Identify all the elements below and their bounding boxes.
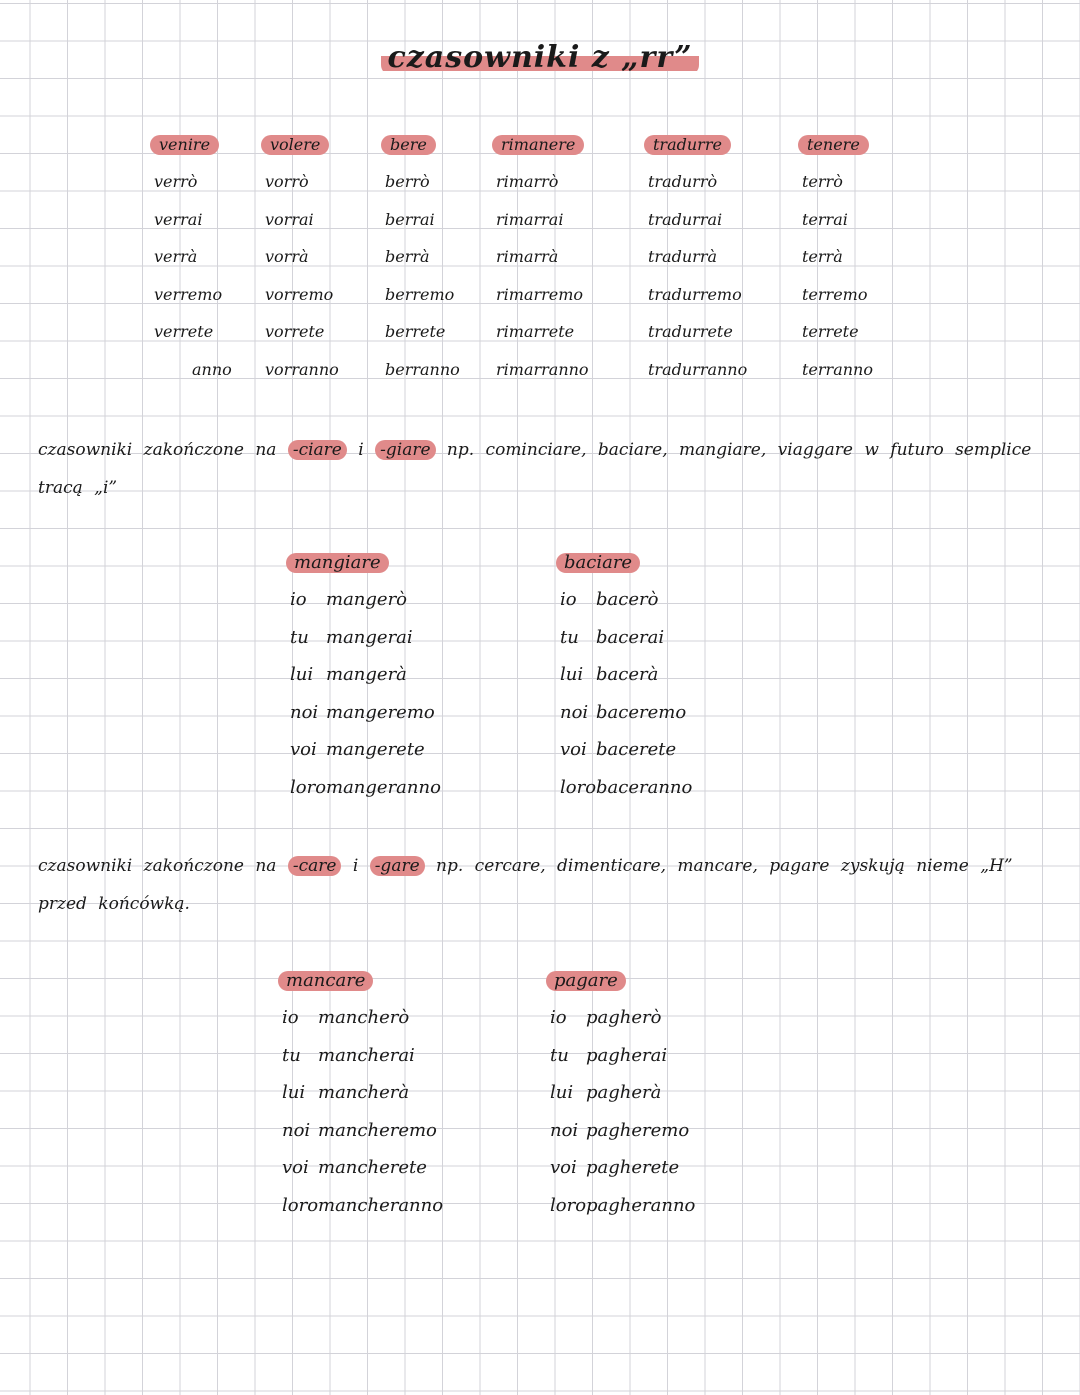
verb-form: baceranno <box>596 776 693 798</box>
verb-form: verremo <box>154 284 223 304</box>
conjugation-row <box>560 581 800 619</box>
verb-form: mancherai <box>318 1044 415 1066</box>
ending-tag: -giare <box>375 440 435 460</box>
rule-text: czasowniki zakończone na <box>38 440 277 460</box>
verb-form: rimarrò <box>496 172 559 191</box>
verb-form: mangeremo <box>326 701 435 723</box>
verb-form: tradurrà <box>648 247 717 266</box>
verb-form: mancherò <box>318 1007 410 1028</box>
verb-form: tradurrai <box>648 209 723 229</box>
conjugation-row <box>550 999 790 1037</box>
conjugation-mangiare <box>290 552 530 806</box>
verb-form: berremo <box>385 284 455 304</box>
conjugation-pagare <box>550 970 790 1224</box>
verb-form: mangeranno <box>326 776 441 798</box>
verb-form: pagheremo <box>586 1119 690 1141</box>
verb-form: mancheremo <box>318 1119 437 1141</box>
verb-form: terrai <box>802 209 848 229</box>
conjugation-row <box>282 1037 522 1075</box>
verb-column-tenere <box>802 135 952 388</box>
verb-form: rimarranno <box>496 359 589 379</box>
rule-ciare-giare <box>38 432 1058 507</box>
conjugation-row <box>282 1112 522 1150</box>
verb-form: berrò <box>385 172 430 191</box>
rule-care-gare <box>38 848 1058 923</box>
verb-form: terrete <box>802 322 859 341</box>
rule-text: np. cominciare, baciare, mangiare, viaggare w futuro semplice tracą „i” <box>38 440 1032 498</box>
verb-form: tradurrò <box>648 172 718 191</box>
verb-form: berrà <box>385 247 430 266</box>
conjugation-row <box>560 619 800 657</box>
conjugation-row <box>560 656 800 694</box>
conjugation-row <box>550 1074 790 1112</box>
pronoun: voi <box>550 1157 577 1178</box>
verb-form: vorremo <box>265 284 334 304</box>
verb-form: rimarrai <box>496 209 564 229</box>
pronoun: tu <box>550 1044 569 1066</box>
rule-text: i <box>352 856 359 876</box>
pronoun: loro <box>560 776 597 798</box>
conjugation-row <box>550 1187 790 1225</box>
ending-tag: -ciare <box>288 440 347 460</box>
verb-heading: venire <box>150 135 219 155</box>
verb-form: berrai <box>385 209 435 229</box>
verb-form: pagherete <box>586 1157 680 1178</box>
ending-tag: -care <box>288 856 342 876</box>
verb-form: vorrete <box>265 322 325 341</box>
pronoun: noi <box>290 701 319 723</box>
conjugation-row <box>550 1149 790 1187</box>
conjugation-row <box>290 694 530 732</box>
pronoun: voi <box>560 739 587 760</box>
verb-form: verrai <box>154 209 203 229</box>
pronoun: lui <box>290 664 314 685</box>
verb-form: berrete <box>385 322 446 341</box>
conjugation-row <box>560 694 800 732</box>
pronoun: io <box>550 1007 567 1028</box>
conjugation-baciare <box>560 552 800 806</box>
conjugation-row <box>282 1149 522 1187</box>
verb-form: rimarrete <box>496 322 575 341</box>
pronoun: lui <box>560 664 584 685</box>
pronoun: voi <box>282 1157 309 1178</box>
verb-form: bacerete <box>596 739 677 760</box>
verb-heading: baciare <box>556 553 640 573</box>
conjugation-row <box>560 731 800 769</box>
conjugation-mancare <box>282 970 522 1224</box>
verb-form: vorrò <box>265 172 309 191</box>
pronoun: loro <box>282 1194 319 1216</box>
verb-form: mancheranno <box>318 1194 444 1216</box>
verb-form: tradurranno <box>648 359 748 379</box>
conjugation-row <box>282 1074 522 1112</box>
conjugation-row <box>560 769 800 807</box>
ending-tag: -gare <box>370 856 425 876</box>
verb-form: mangerai <box>326 626 413 648</box>
pronoun: tu <box>290 626 309 648</box>
pronoun: noi <box>560 701 589 723</box>
conjugation-row <box>290 656 530 694</box>
conjugation-row <box>282 1187 522 1225</box>
pronoun: noi <box>550 1119 579 1141</box>
pronoun: io <box>560 589 577 610</box>
verb-form: mancherete <box>318 1157 427 1178</box>
pronoun: lui <box>282 1082 306 1103</box>
verb-form: verrò <box>154 172 198 191</box>
verb-heading: mangiare <box>286 553 389 573</box>
verb-form: rimarremo <box>496 284 584 304</box>
rule-text: np. cercare, dimenticare, mancare, pagare zyskują nieme „H” przed końcówką. <box>38 856 1013 914</box>
pronoun: io <box>282 1007 299 1028</box>
conjugation-row <box>550 1112 790 1150</box>
verb-form: baceremo <box>596 701 687 723</box>
verb-form: bacerai <box>596 626 665 648</box>
verb-form: vorranno <box>265 359 339 379</box>
verb-form: pagherò <box>586 1007 662 1028</box>
conjugation-row <box>282 999 522 1037</box>
verb-column-rimanere <box>496 135 646 388</box>
verb-heading: tradurre <box>644 135 731 155</box>
verb-form: verrete <box>154 322 214 341</box>
verb-form: pagherai <box>586 1044 668 1066</box>
verb-form: tradurrete <box>648 322 733 341</box>
verb-form: bacerò <box>596 589 659 610</box>
verb-form: vorrà <box>265 247 309 266</box>
verb-form: mangerà <box>326 664 407 685</box>
verb-form: vorrai <box>265 209 314 229</box>
verb-heading: tenere <box>798 135 869 155</box>
pronoun: tu <box>282 1044 301 1066</box>
pronoun: voi <box>290 739 317 760</box>
rule-text: i <box>358 440 364 460</box>
verb-column-tradurre <box>648 135 798 388</box>
verb-form: terrò <box>802 172 843 191</box>
verb-heading: mancare <box>278 971 373 991</box>
rule-text: czasowniki zakończone na <box>38 856 277 876</box>
pronoun: tu <box>560 626 579 648</box>
conjugation-row <box>290 619 530 657</box>
verb-form: pagheranno <box>586 1194 696 1216</box>
verb-heading: rimanere <box>492 135 584 155</box>
verb-form: anno <box>192 359 232 379</box>
verb-heading: bere <box>381 135 436 155</box>
verb-heading: pagare <box>546 971 626 991</box>
pronoun: lui <box>550 1082 574 1103</box>
pronoun: io <box>290 589 307 610</box>
verb-form: pagherà <box>586 1082 662 1103</box>
page-title: czasowniki z „rr” <box>0 40 1080 75</box>
verb-form: verrà <box>154 247 198 266</box>
pronoun: noi <box>282 1119 311 1141</box>
verb-form: berranno <box>385 359 460 379</box>
pronoun: loro <box>290 776 327 798</box>
verb-form: mangerete <box>326 739 425 760</box>
verb-form: mangerò <box>326 589 408 610</box>
verb-form: tradurremo <box>648 284 742 304</box>
conjugation-row <box>290 769 530 807</box>
verb-form: rimarrà <box>496 247 559 266</box>
verb-heading: volere <box>261 135 329 155</box>
verb-form: bacerà <box>596 664 659 685</box>
conjugation-row <box>550 1037 790 1075</box>
pronoun: loro <box>550 1194 587 1216</box>
verb-form: mancherà <box>318 1082 410 1103</box>
verb-form: terremo <box>802 284 868 304</box>
conjugation-row <box>290 731 530 769</box>
conjugation-row <box>290 581 530 619</box>
verb-form: terranno <box>802 359 873 379</box>
verb-form: terrà <box>802 247 843 266</box>
